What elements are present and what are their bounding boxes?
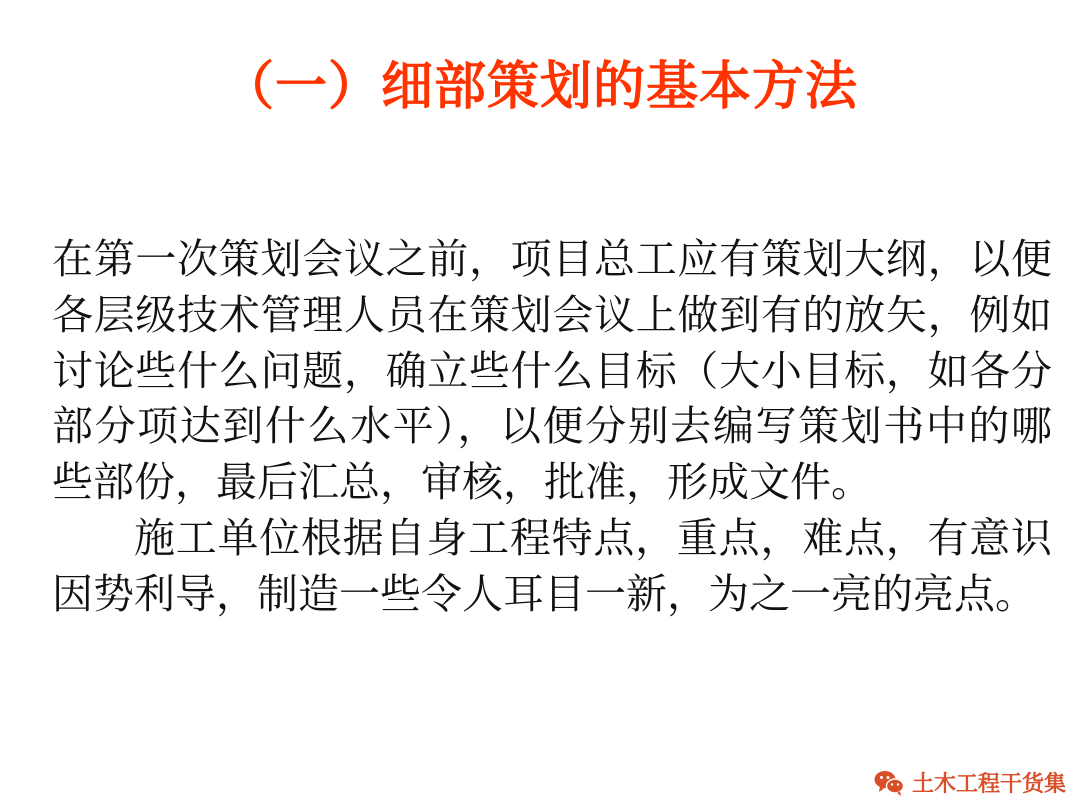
body-paragraph-2: 施工单位根据自身工程特点，重点，难点，有意识因势利导，制造一些令人耳目一新，为之一亮的亮点。 xyxy=(52,514,1052,617)
slide-body xyxy=(52,232,1052,622)
wechat-icon xyxy=(874,770,904,796)
watermark xyxy=(874,767,1066,798)
body-paragraph-1: 在第一次策划会议之前，项目总工应有策划大纲，以便各层级技术管理人员在策划会议上做到有的放矢，例如讨论些什么问题，确立些什么目标（大小目标，如各分部分项达到什么水平），以便分别去编写策划书中的哪些部份，最后汇总，审核，批准，形成文件。 xyxy=(52,236,1052,505)
watermark-label: 土木工程干货集 xyxy=(911,771,1066,796)
page-title: （一）细部策划的基本方法 xyxy=(221,58,858,116)
